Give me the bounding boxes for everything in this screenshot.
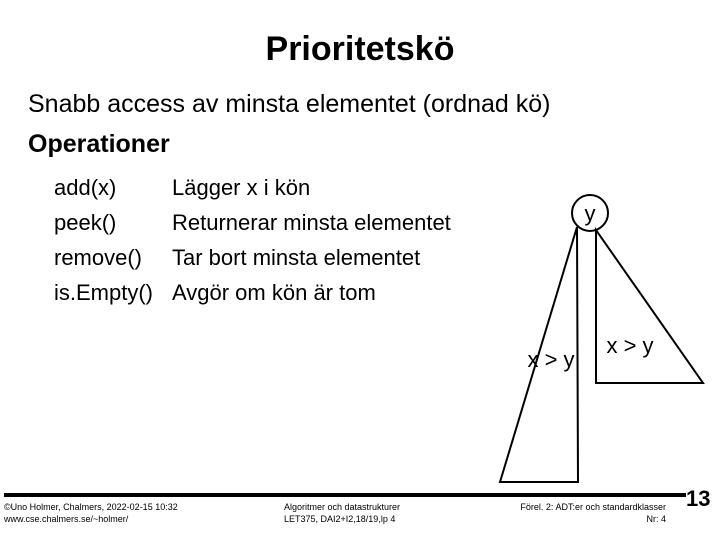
footer-lecture-number: Nr: 4 <box>646 514 666 524</box>
operation-desc: Lägger x i kön <box>172 175 311 200</box>
footer-divider <box>4 493 686 497</box>
operation-desc: Tar bort minsta elementet <box>172 245 421 270</box>
footer-lecture-title: Förel. 2: ADT:er och standardklasser <box>520 502 666 512</box>
operation-name: is.Empty() <box>54 280 153 305</box>
operation-desc: Avgör om kön är tom <box>172 280 376 305</box>
left-subtree-label: x > y <box>527 347 575 372</box>
footer-author <box>4 501 178 525</box>
root-node-label: y <box>584 201 596 226</box>
bullet-operations: Operationer <box>28 130 170 158</box>
right-subtree-triangle <box>596 230 703 383</box>
bullet-access: Snabb access av minsta elementet (ordnad kö) <box>28 90 551 118</box>
operation-name: add(x) <box>54 175 117 200</box>
operation-name: remove() <box>54 245 143 270</box>
operation-name: peek() <box>54 210 117 235</box>
slide-title: Prioritetskö <box>265 30 455 68</box>
footer-lecture <box>472 501 666 525</box>
footer-course <box>284 501 400 525</box>
operation-desc: Returnerar minsta elementet <box>172 210 451 235</box>
footer-course-code: LET375, DAI2+I2,18/19,lp 4 <box>284 514 396 524</box>
right-subtree-label: x > y <box>606 333 654 358</box>
footer-url: www.cse.chalmers.se/~holmer/ <box>4 514 129 524</box>
footer-course-name: Algoritmer och datastrukturer <box>284 502 401 512</box>
page-number: 13 <box>686 486 711 511</box>
footer-author-line: ©Uno Holmer, Chalmers, 2022-02-15 10:32 <box>4 502 178 512</box>
